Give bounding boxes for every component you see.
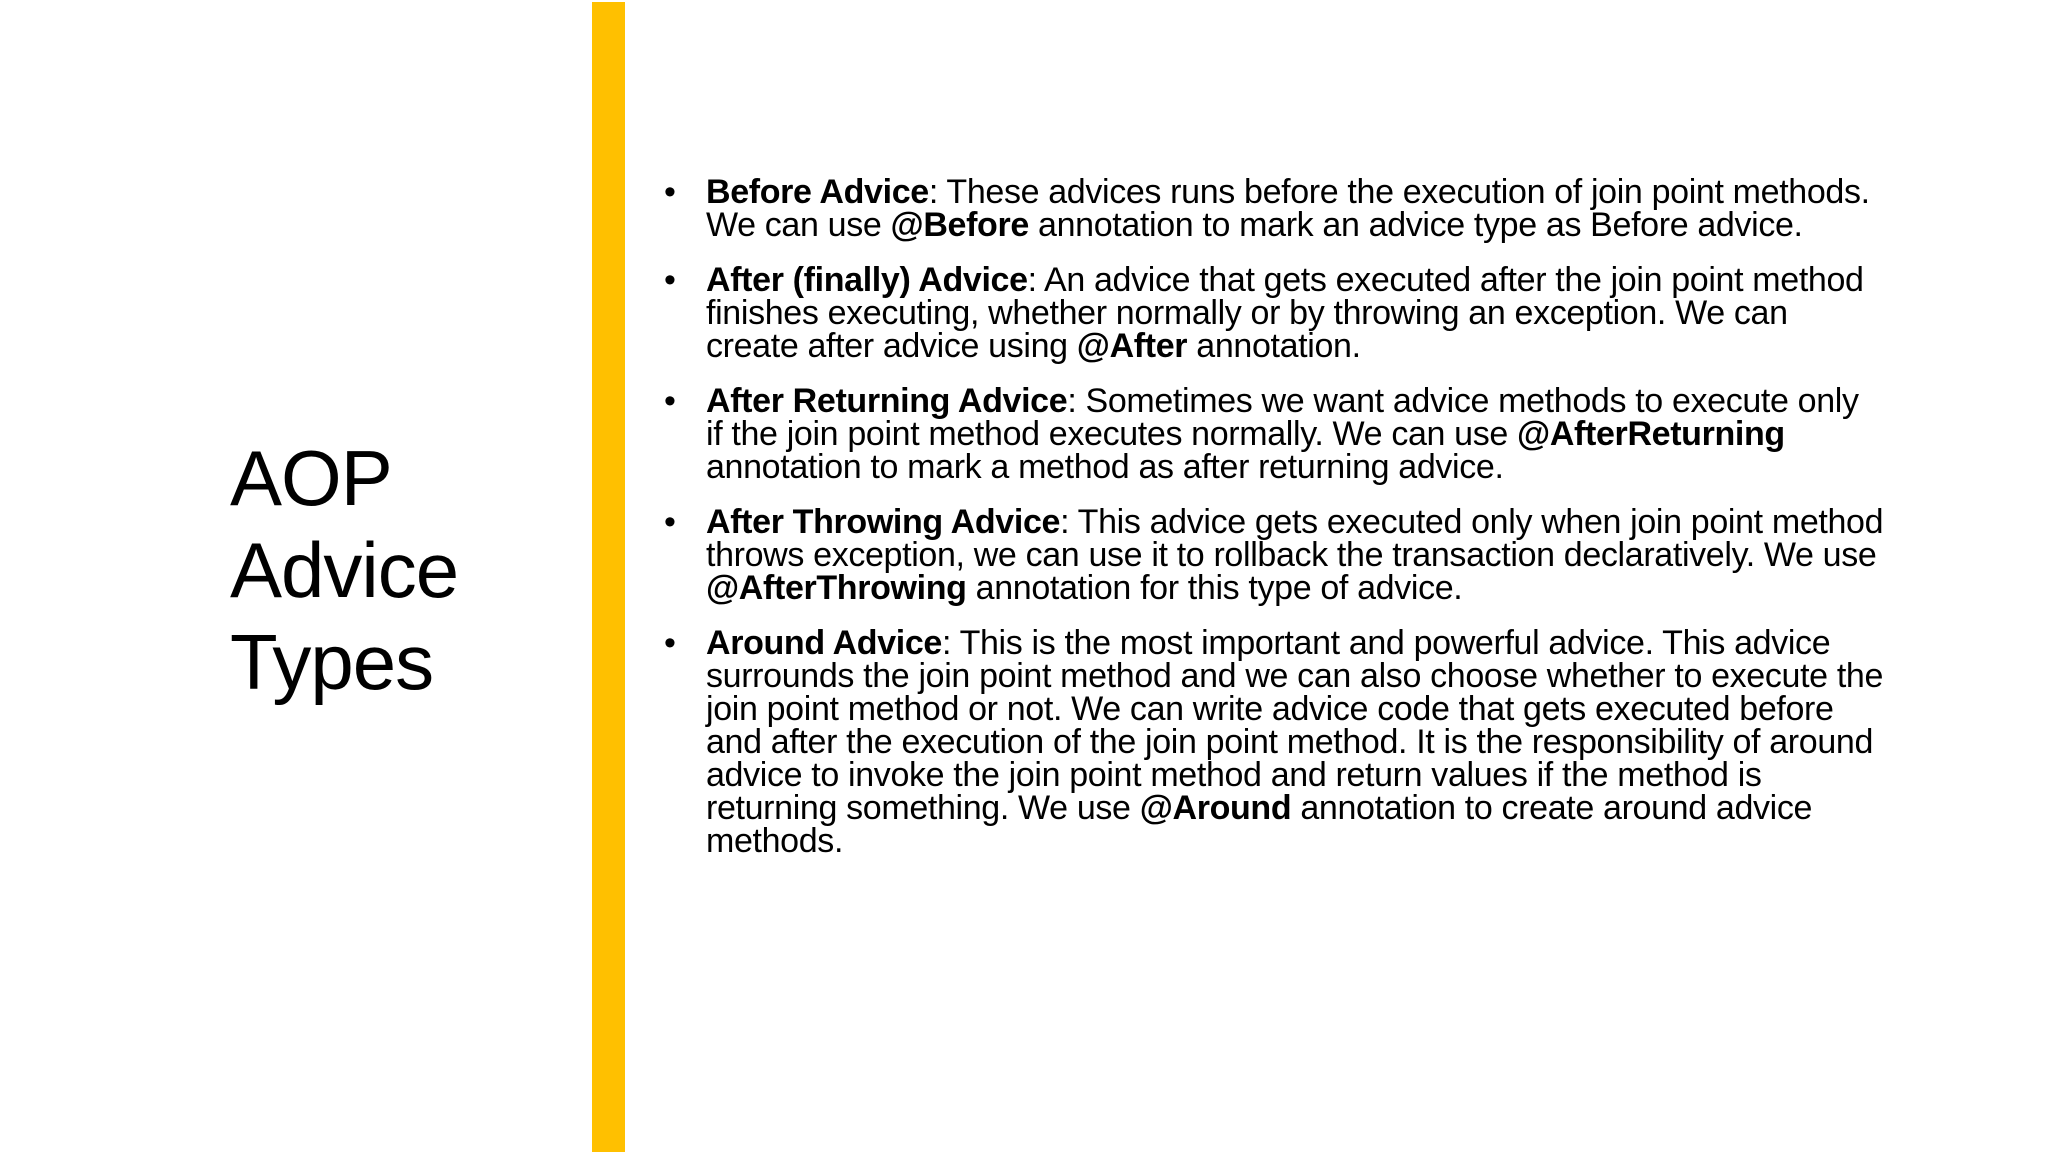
advice-text: : An advice that gets executed after the join point method finishes executing, whether normally or by throwing an exception. We can create after advice using xyxy=(706,261,1864,365)
advice-text: : Sometimes we want advice methods to execute only if the join point method executes normally. We can use xyxy=(706,382,1859,453)
advice-list xyxy=(664,173,1884,860)
bullet-icon: • xyxy=(664,173,676,211)
advice-term: After Throwing Advice xyxy=(706,503,1061,541)
bullet-icon: • xyxy=(664,503,676,541)
advice-text: annotation for this type of advice. xyxy=(966,569,1463,607)
title-line: Types xyxy=(230,618,434,706)
annotation-name: @After xyxy=(1076,327,1188,365)
accent-bar xyxy=(592,2,625,1152)
annotation-name: @AfterReturning xyxy=(1517,415,1785,453)
annotation-name: @Before xyxy=(890,206,1029,244)
advice-text: annotation. xyxy=(1187,327,1361,365)
list-item-after-throwing-advice xyxy=(664,503,1884,607)
annotation-name: @AfterThrowing xyxy=(706,569,967,607)
advice-text: annotation to create around advice methods. xyxy=(706,789,1813,860)
list-item-after-returning-advice xyxy=(664,382,1884,486)
title-line: Advice xyxy=(230,526,459,614)
bullet-icon: • xyxy=(664,624,676,662)
advice-term: Before Advice xyxy=(706,173,929,211)
advice-term: Around Advice xyxy=(706,624,942,662)
advice-text: : This is the most important and powerful advice. This advice surrounds the join point method and we can also choose whether to execute the join point method or not. We can write advice code that gets executed before and after the execution of the join point method. It is the responsibility of around advice to invoke the join point method and return values if the method is returning something. We use xyxy=(706,624,1884,827)
advice-term: After (finally) Advice xyxy=(706,261,1028,299)
slide-title xyxy=(230,432,570,708)
advice-text: annotation to mark an advice type as Before advice. xyxy=(1028,206,1803,244)
list-item-before-advice xyxy=(664,173,1884,244)
bullet-icon: • xyxy=(664,261,676,299)
advice-text: : These advices runs before the execution of join point methods. We can use xyxy=(706,173,1870,244)
advice-text: annotation to mark a method as after returning advice. xyxy=(706,448,1504,486)
title-line: AOP xyxy=(230,434,392,522)
bullet-icon: • xyxy=(664,382,676,420)
advice-text: : This advice gets executed only when join point method throws exception, we can use it to rollback the transaction declaratively. We use xyxy=(706,503,1884,574)
annotation-name: @Around xyxy=(1139,789,1292,827)
list-item-after-finally-advice xyxy=(664,261,1884,365)
content-area xyxy=(664,173,1884,880)
advice-term: After Returning Advice xyxy=(706,382,1068,420)
list-item-around-advice xyxy=(664,624,1884,860)
